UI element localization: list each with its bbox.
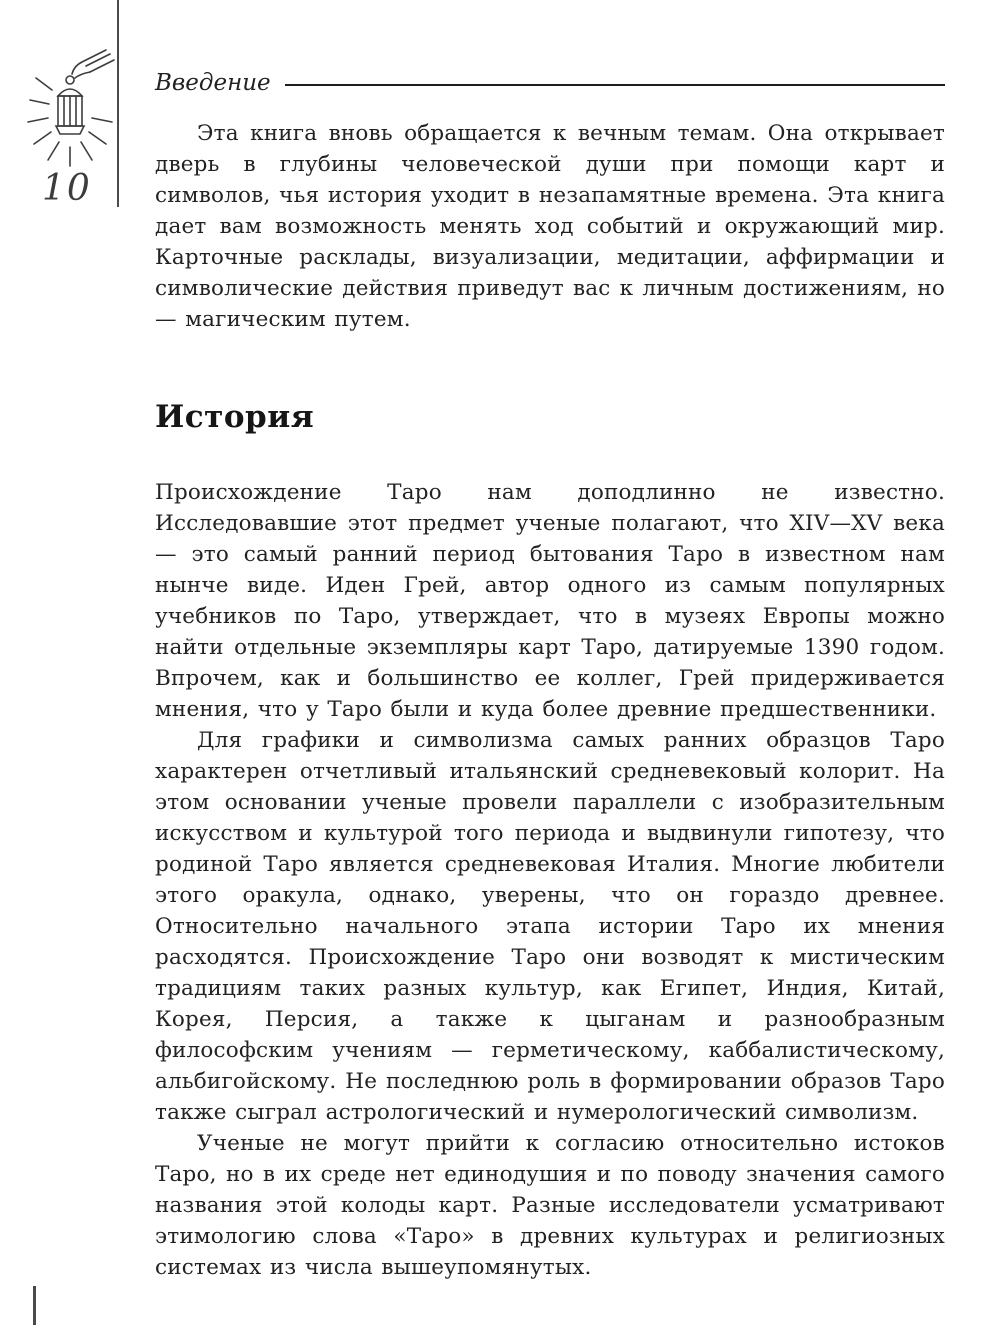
paragraph: Происхождение Таро нам доподлинно не известно. Исследовавшие этот предмет ученые полагают, что XIV—XV века — это самый ранний период бытования Таро в известном нам нынче виде. Иден Грей, автор одного из самым популярных учебников по Таро, утверждает, что в музеях Европы можно найти отдельные экземпляры карт Таро, датируемые 1390 годом. Впрочем, как и большинство ее коллег, Грей придерживается мнения, что у Таро были и куда более древние предшественники. <box>155 480 945 722</box>
bottom-margin-rule <box>33 1286 36 1325</box>
running-head-rule <box>285 84 945 86</box>
paragraph: Для графики и символизма самых ранних образцов Таро характерен отчетливый итальянский средневековый колорит. На этом основании ученые провели параллели с изобразительным искусством и культурой того периода и выдвинули гипотезу, что родиной Таро является средневековая Италия. Многие любители этого оракула, однако, уверены, что он гораздо древнее. Относительно начального этапа истории Таро их мнения расходятся. Происхождение Таро они возводят к мистическим традициям таких разных культур, как Египет, Индия, Китай, Корея, Персия, а также к цыганам и разнообразным философским учениям — герметическому, каббалистическому, альбигойскому. Не последнюю роль в формировании образов Таро также сыграл астрологический и нумерологический символизм. <box>155 728 945 1125</box>
page-number: 10 <box>42 168 92 209</box>
running-head-title: Введение <box>155 70 271 96</box>
section-heading: История <box>155 399 315 435</box>
hand-lantern-icon <box>22 48 118 178</box>
paragraph: Ученые не могут прийти к согласию относительно истоков Таро, но в их среде нет единодушия и по поводу значения самого названия этой колоды карт. Разные исследователи усматривают этимологию слова «Таро» в древних культурах и религиозных системах из числа вышеупомянутых. <box>155 1131 945 1280</box>
running-head <box>155 70 945 96</box>
intro-paragraph: Эта книга вновь обращается к вечным темам. Она открывает дверь в глубины человеческой души при помощи карт и символов, чья история уходит в незапамятные времена. Эта книга дает вам возможность менять ход событий и окружающий мир. Карточные расклады, визуализации, медитации, аффирмации и символические действия приведут вас к личным достижениям, но — магическим путем. <box>155 121 945 332</box>
text-column <box>155 70 945 1283</box>
